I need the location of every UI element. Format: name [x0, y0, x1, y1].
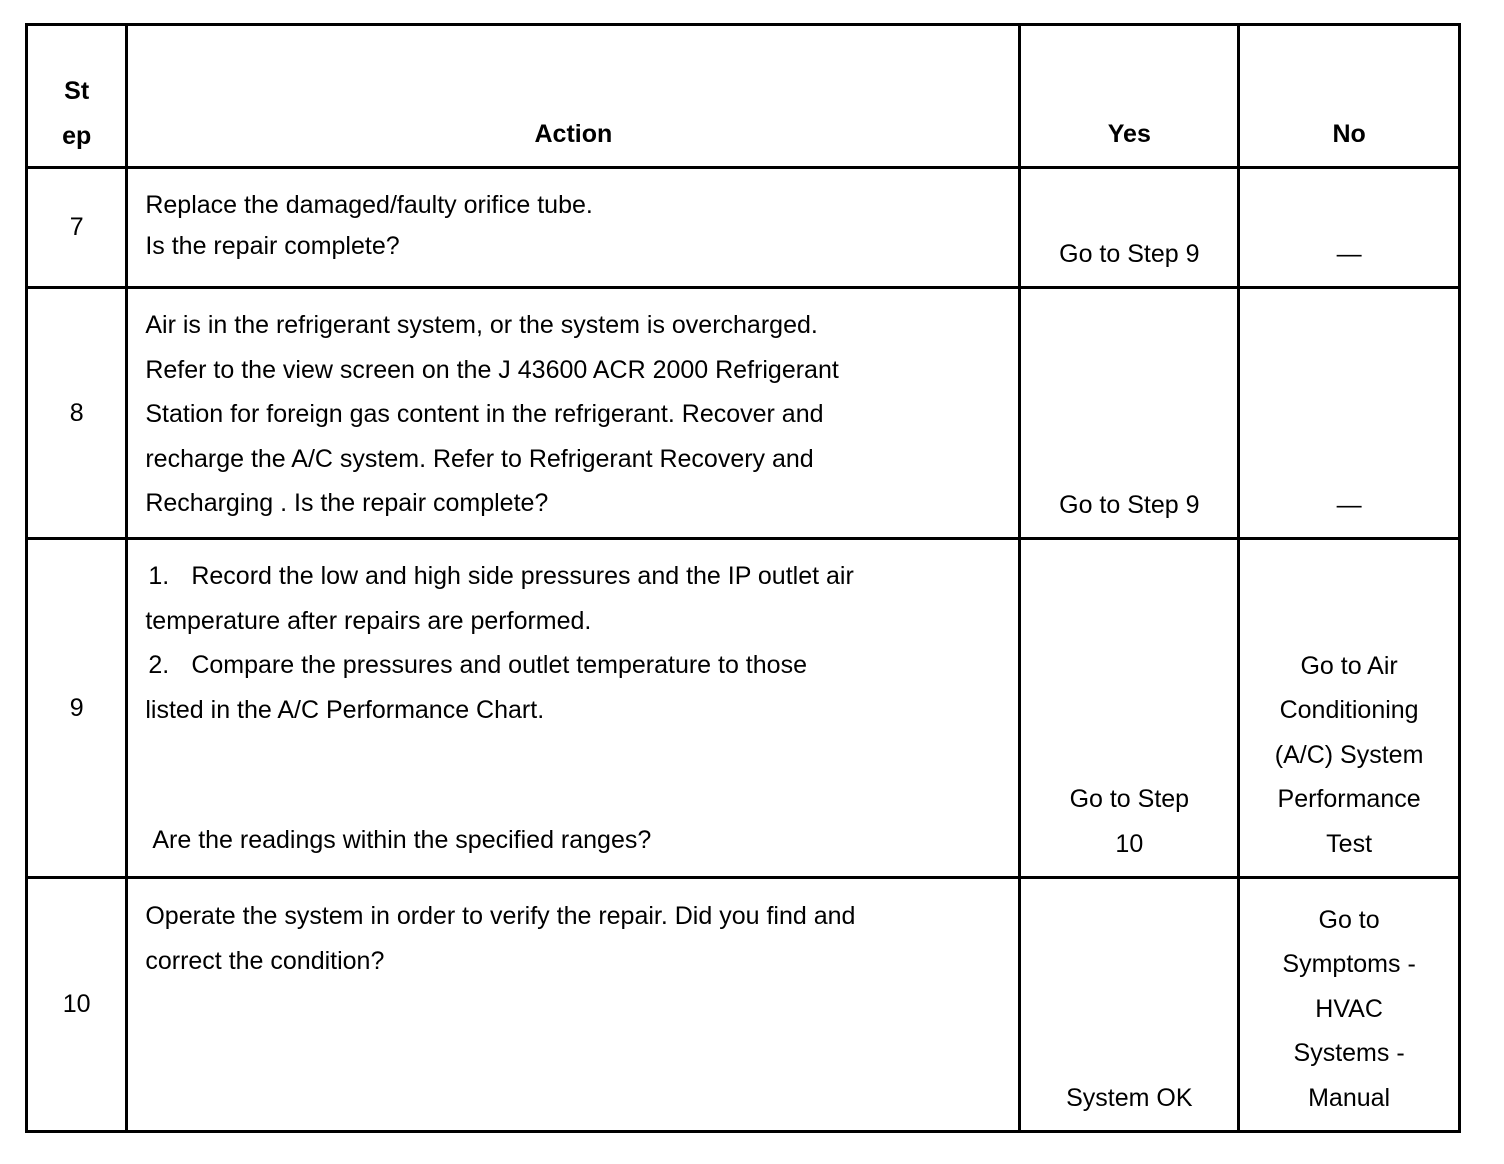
table-row: [27, 539, 1460, 878]
action-cell: [127, 878, 1020, 1132]
item-text: Record the low and high side pressures and the IP outlet air: [191, 562, 854, 590]
no-cell: —: [1239, 168, 1460, 288]
table-row: [27, 288, 1460, 539]
action-line: Station for foreign gas content in the refrigerant. Recover and: [145, 400, 824, 428]
yes-header: Yes: [1020, 25, 1239, 168]
action-header: Action: [127, 25, 1020, 168]
yes-cell: System OK: [1020, 878, 1239, 1132]
step-number: 9: [27, 539, 127, 878]
action-cell: [127, 539, 1020, 878]
yes-cell: Go to Step 9: [1020, 288, 1239, 539]
yes-line: 10: [1115, 829, 1144, 858]
item-number: 2.: [148, 651, 170, 679]
header-row: [27, 25, 1460, 168]
step-header: [27, 25, 127, 168]
yes-line: Go to Step: [1069, 785, 1190, 813]
numbered-item-1: [145, 554, 1004, 599]
no-header: No: [1239, 25, 1460, 168]
no-line: Go to Air: [1300, 651, 1398, 680]
no-line: Go to: [1318, 905, 1380, 934]
step-number: 10: [27, 878, 127, 1132]
action-line: Refer to the view screen on the J 43600 ACR 2000 Refrigerant: [145, 355, 839, 384]
no-line: HVAC: [1315, 994, 1383, 1023]
question-text: Are the readings within the specified ranges?: [152, 826, 652, 854]
no-cell: [1239, 878, 1460, 1132]
diagnostic-table: [25, 23, 1461, 1133]
item-text-continued: temperature after repairs are performed.: [145, 606, 592, 635]
action-cell: [127, 288, 1020, 539]
no-line: Test: [1326, 829, 1373, 858]
no-line: Symptoms -: [1282, 950, 1416, 978]
spacer: [145, 732, 1004, 818]
item-text-continued: listed in the A/C Performance Chart.: [145, 695, 545, 724]
step-number: 7: [27, 168, 127, 288]
no-line: Systems -: [1293, 1039, 1405, 1067]
table-row: [27, 878, 1460, 1132]
item-number: 1.: [148, 562, 170, 590]
no-cell: [1239, 539, 1460, 878]
yes-cell: [1020, 539, 1239, 878]
step-header-line1: St: [64, 77, 90, 105]
yes-cell: Go to Step 9: [1020, 168, 1239, 288]
action-line: Recharging . Is the repair complete?: [145, 489, 549, 517]
action-line: Operate the system in order to verify the repair. Did you find and: [145, 902, 856, 930]
no-line: Conditioning: [1279, 696, 1419, 724]
item-text: Compare the pressures and outlet temperature to those: [191, 651, 807, 679]
numbered-item-2: [145, 643, 1004, 688]
action-line: correct the condition?: [145, 946, 385, 975]
step-header-line2: ep: [62, 121, 92, 150]
action-line: Air is in the refrigerant system, or the system is overcharged.: [145, 311, 818, 339]
no-line: (A/C) System: [1274, 740, 1424, 769]
step-number: 8: [27, 288, 127, 539]
no-cell: —: [1239, 288, 1460, 539]
action-line: Replace the damaged/faulty orifice tube.: [145, 191, 593, 219]
no-line: Performance: [1277, 785, 1421, 813]
table-row: [27, 168, 1460, 288]
action-line: Is the repair complete?: [145, 232, 400, 260]
action-cell: [127, 168, 1020, 288]
action-line: recharge the A/C system. Refer to Refrigerant Recovery and: [145, 444, 814, 473]
no-line: Manual: [1308, 1083, 1391, 1112]
